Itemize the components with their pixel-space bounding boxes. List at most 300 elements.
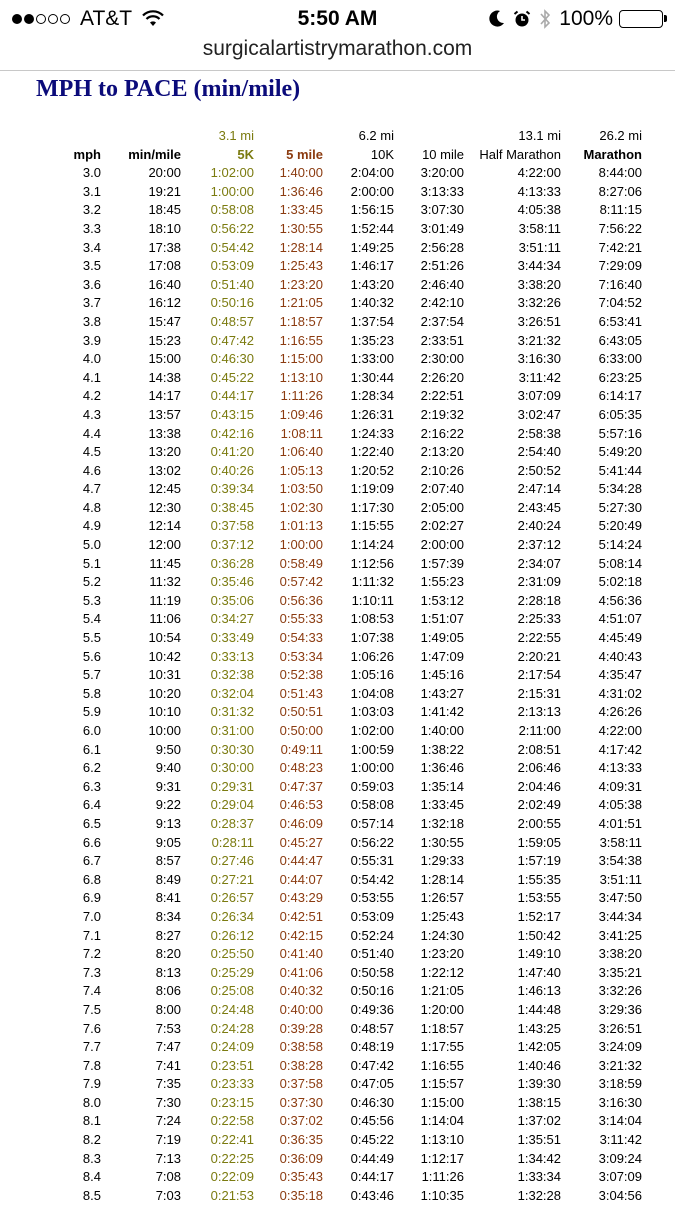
cell-half-marathon: 2:20:21 [517, 648, 561, 664]
cell-5k: 0:23:51 [210, 1057, 254, 1073]
cell-10k: 1:46:17 [350, 258, 394, 274]
cell-5-mile: 1:06:40 [279, 444, 323, 460]
cell-mph: 8.0 [82, 1094, 101, 1110]
cell-10k: 1:10:11 [351, 592, 394, 608]
cell-10k: 1:49:25 [350, 239, 394, 255]
cell-5k: 0:24:48 [210, 1001, 254, 1017]
cell-10k: 0:59:03 [350, 778, 394, 794]
cell-min-mile: 15:47 [148, 313, 181, 329]
cell-5k: 0:31:32 [210, 704, 254, 720]
cell-min-mile: 10:42 [148, 648, 181, 664]
cell-5k: 0:39:34 [210, 481, 254, 497]
cell-5k: 0:23:33 [210, 1076, 254, 1092]
cell-mph: 7.5 [82, 1001, 101, 1017]
cell-10-mile: 3:07:30 [420, 202, 464, 218]
cell-min-mile: 11:32 [149, 574, 181, 590]
cell-marathon: 3:16:30 [598, 1094, 642, 1110]
cell-10k: 1:11:32 [351, 574, 394, 590]
cell-min-mile: 10:20 [148, 685, 181, 701]
cell-mph: 4.5 [82, 444, 101, 460]
cell-5k: 0:50:16 [210, 295, 254, 311]
cell-5-mile: 1:03:50 [279, 481, 323, 497]
cell-5-mile: 1:21:05 [279, 295, 323, 311]
battery-icon [619, 10, 663, 28]
cell-5-mile: 0:50:00 [279, 723, 323, 738]
table-row [62, 294, 642, 313]
cell-mph: 6.6 [82, 834, 101, 850]
cell-marathon: 5:02:18 [598, 574, 642, 590]
cell-10-mile: 2:02:27 [420, 518, 464, 534]
cell-marathon: 8:44:00 [598, 165, 642, 181]
cell-10k: 0:44:17 [350, 1169, 394, 1185]
cell-half-marathon: 3:16:30 [517, 351, 561, 367]
cell-half-marathon: 2:00:55 [517, 815, 561, 831]
cell-5k: 0:30:30 [210, 741, 254, 757]
cell-marathon: 4:01:51 [598, 815, 642, 831]
cell-10k: 1:04:08 [350, 685, 394, 701]
cell-10k: 1:22:40 [350, 444, 394, 460]
cell-min-mile: 8:34 [155, 908, 181, 924]
table-row [62, 183, 642, 202]
cell-half-marathon: 2:25:33 [517, 611, 561, 627]
cell-min-mile: 9:05 [155, 834, 181, 850]
address-bar[interactable] [0, 36, 675, 70]
cell-min-mile: 17:08 [148, 258, 181, 274]
cell-min-mile: 11:06 [149, 611, 181, 627]
cell-marathon: 3:38:20 [598, 946, 642, 962]
cell-marathon: 4:22:00 [598, 723, 642, 738]
cell-5-mile: 0:58:49 [279, 555, 323, 571]
cell-10k: 1:56:15 [350, 202, 394, 218]
cell-5k: 0:44:17 [210, 388, 254, 404]
table-row [62, 1131, 642, 1150]
cell-min-mile: 12:00 [148, 537, 181, 553]
cell-5-mile: 0:44:47 [279, 853, 323, 869]
cell-half-marathon: 2:08:51 [517, 741, 561, 757]
cell-10k: 0:54:42 [350, 871, 394, 887]
cell-10-mile: 1:22:12 [420, 964, 464, 980]
cell-half-marathon: 2:04:46 [517, 778, 561, 794]
cell-5-mile: 1:36:46 [279, 183, 323, 199]
cell-mph: 6.7 [82, 853, 101, 869]
cell-5k: 0:25:08 [210, 983, 254, 999]
cell-half-marathon: 2:17:54 [517, 667, 561, 683]
cell-10-mile: 1:47:09 [420, 648, 464, 664]
cell-5k: 0:33:49 [210, 630, 254, 646]
cell-10-mile: 1:38:22 [420, 741, 464, 757]
cell-half-marathon: 1:33:34 [517, 1169, 561, 1185]
header-5k: 5K [237, 146, 254, 162]
cell-min-mile: 16:12 [148, 295, 181, 311]
cell-mph: 7.2 [82, 946, 101, 962]
cell-marathon: 3:04:56 [598, 1187, 642, 1203]
cell-10-mile: 1:32:18 [420, 815, 464, 831]
cell-5k: 0:45:22 [210, 369, 254, 385]
cell-5-mile: 0:35:18 [279, 1187, 323, 1203]
cell-half-marathon: 3:38:20 [517, 276, 561, 292]
table-row [62, 239, 642, 258]
cell-half-marathon: 3:32:26 [517, 295, 561, 311]
cell-10-mile: 1:55:23 [420, 574, 464, 590]
cell-half-marathon: 2:28:18 [517, 592, 561, 608]
table-row [62, 685, 642, 704]
cell-5k: 0:31:00 [210, 723, 254, 738]
cell-min-mile: 11:45 [149, 555, 181, 571]
cell-5k: 0:29:04 [210, 797, 254, 813]
alarm-clock-icon [513, 10, 531, 28]
cell-marathon: 4:56:36 [598, 592, 642, 608]
cell-5k: 0:36:28 [210, 555, 254, 571]
cell-10k: 1:40:32 [350, 295, 394, 311]
cell-5-mile: 0:37:58 [279, 1076, 323, 1092]
pace-table [62, 127, 642, 1205]
cell-10k: 1:02:00 [350, 723, 394, 738]
cell-min-mile: 7:41 [155, 1057, 181, 1073]
cell-half-marathon: 2:15:31 [517, 685, 561, 701]
cell-10-mile: 1:18:57 [420, 1020, 464, 1036]
cell-half-marathon: 1:59:05 [517, 834, 561, 850]
cell-marathon: 5:27:30 [598, 499, 642, 515]
cell-5-mile: 0:41:06 [279, 964, 323, 980]
cell-marathon: 3:07:09 [598, 1169, 642, 1185]
cell-mph: 7.4 [82, 983, 101, 999]
cell-5k: 0:27:21 [210, 871, 254, 887]
cell-10-mile: 1:15:57 [420, 1076, 464, 1092]
cell-10-mile: 1:40:00 [420, 723, 464, 738]
cell-half-marathon: 1:53:55 [517, 890, 561, 906]
url-text[interactable]: surgicalartistrymarathon.com [202, 37, 473, 60]
cell-marathon: 4:17:42 [598, 741, 642, 757]
cell-10k: 1:24:33 [350, 425, 394, 441]
cell-5k: 0:56:22 [210, 220, 254, 236]
table-row [62, 406, 642, 425]
unit-10k: 6.2 mi [358, 128, 394, 143]
cell-10-mile: 2:07:40 [420, 481, 464, 497]
cell-mph: 5.0 [82, 537, 101, 553]
table-row [62, 387, 642, 406]
cell-marathon: 7:29:09 [598, 258, 642, 274]
cell-min-mile: 7:24 [155, 1113, 181, 1129]
cell-5-mile: 1:05:13 [279, 462, 323, 478]
cell-5-mile: 0:42:51 [279, 908, 323, 924]
cell-min-mile: 16:40 [148, 276, 181, 292]
cell-10-mile: 1:16:55 [420, 1057, 464, 1073]
cell-10k: 1:33:00 [350, 351, 394, 367]
table-row [62, 480, 642, 499]
cell-5k: 0:35:06 [210, 592, 254, 608]
cell-10-mile: 1:45:16 [420, 667, 464, 683]
cell-mph: 7.1 [82, 927, 101, 943]
cell-min-mile: 10:00 [148, 723, 181, 738]
cell-mph: 4.3 [82, 406, 101, 422]
cell-10k: 1:06:26 [350, 648, 394, 664]
cell-5-mile: 0:42:15 [279, 927, 323, 943]
cell-5k: 0:41:20 [210, 444, 254, 460]
cell-marathon: 5:41:44 [598, 462, 642, 478]
bluetooth-icon [539, 9, 551, 29]
cell-5k: 0:32:38 [210, 667, 254, 683]
cell-min-mile: 14:17 [148, 388, 181, 404]
cell-min-mile: 14:38 [148, 369, 181, 385]
cell-half-marathon: 1:35:51 [517, 1132, 561, 1148]
cell-5-mile: 1:23:20 [279, 276, 323, 292]
cell-min-mile: 9:22 [155, 797, 181, 813]
cell-10-mile: 2:37:54 [420, 313, 464, 329]
table-row [62, 796, 642, 815]
cell-half-marathon: 3:11:42 [518, 369, 561, 385]
cell-10-mile: 2:51:26 [420, 258, 464, 274]
header-marathon: Marathon [583, 146, 642, 162]
cell-mph: 3.9 [82, 332, 101, 348]
cell-10-mile: 1:15:00 [420, 1094, 464, 1110]
cell-10-mile: 1:21:05 [420, 983, 464, 999]
cell-5-mile: 0:46:53 [279, 797, 323, 813]
table-row [62, 350, 642, 369]
table-row [62, 425, 642, 444]
cell-mph: 4.8 [82, 499, 101, 515]
cell-min-mile: 8:49 [155, 871, 181, 887]
cell-5k: 0:21:53 [210, 1187, 254, 1203]
header-half-marathon: Half Marathon [479, 146, 561, 162]
cell-10k: 1:37:54 [350, 313, 394, 329]
cell-mph: 5.6 [82, 648, 101, 664]
unit-mph [62, 127, 101, 146]
cell-mph: 8.4 [82, 1169, 101, 1185]
cell-half-marathon: 1:44:48 [517, 1001, 561, 1017]
cell-5k: 1:00:00 [210, 183, 254, 199]
table-row [62, 759, 642, 778]
cell-mph: 7.7 [82, 1039, 101, 1055]
cell-min-mile: 7:08 [155, 1169, 181, 1185]
distance-units-row [62, 127, 642, 146]
cell-mph: 7.3 [82, 964, 101, 980]
cell-5-mile: 1:16:55 [279, 332, 323, 348]
cell-half-marathon: 2:58:38 [517, 425, 561, 441]
cell-marathon: 3:47:50 [598, 890, 642, 906]
cell-10-mile: 1:12:17 [420, 1150, 464, 1166]
cell-10-mile: 1:11:26 [421, 1169, 464, 1185]
cell-10-mile: 1:41:42 [420, 704, 464, 720]
cell-10-mile: 1:30:55 [420, 834, 464, 850]
moon-icon [489, 10, 505, 28]
cell-5k: 0:38:45 [210, 499, 254, 515]
cell-mph: 6.0 [82, 723, 101, 738]
cell-10-mile: 1:53:12 [420, 592, 464, 608]
cell-marathon: 4:13:33 [598, 760, 642, 776]
cell-min-mile: 10:54 [148, 630, 181, 646]
cell-marathon: 8:11:15 [599, 202, 642, 218]
cell-half-marathon: 2:02:49 [517, 797, 561, 813]
cell-5k: 0:22:25 [210, 1150, 254, 1166]
cell-10-mile: 1:43:27 [420, 685, 464, 701]
cell-marathon: 7:42:21 [598, 239, 642, 255]
cell-5-mile: 1:01:13 [279, 518, 323, 534]
cell-min-mile: 8:27 [155, 927, 181, 943]
cell-10k: 1:19:09 [350, 481, 394, 497]
cell-mph: 6.9 [82, 890, 101, 906]
cell-marathon: 3:51:11 [599, 871, 642, 887]
cell-marathon: 3:58:11 [599, 834, 642, 850]
cell-mph: 4.2 [82, 388, 101, 404]
cell-5k: 0:43:15 [210, 406, 254, 422]
cell-mph: 4.7 [82, 481, 101, 497]
cell-marathon: 6:14:17 [598, 388, 642, 404]
cell-10-mile: 1:36:46 [420, 760, 464, 776]
cell-5k: 0:58:08 [210, 202, 254, 218]
cell-5k: 0:26:34 [210, 908, 254, 924]
table-body [62, 164, 642, 1205]
cell-5k: 0:54:42 [210, 239, 254, 255]
cell-min-mile: 7:03 [155, 1187, 181, 1203]
cell-10-mile: 1:49:05 [420, 630, 464, 646]
cell-mph: 3.3 [82, 220, 101, 236]
cell-half-marathon: 2:22:55 [517, 630, 561, 646]
header-min-mile: min/mile [128, 146, 181, 162]
cell-min-mile: 12:30 [148, 499, 181, 515]
cell-5-mile: 0:37:30 [279, 1094, 323, 1110]
table-row [62, 610, 642, 629]
cell-half-marathon: 1:50:42 [517, 927, 561, 943]
table-row [62, 741, 642, 760]
table-row [62, 313, 642, 332]
header-mph: mph [73, 146, 101, 162]
cell-min-mile: 7:53 [155, 1020, 181, 1036]
divider [0, 70, 675, 71]
cell-5-mile: 0:38:28 [279, 1057, 323, 1073]
cell-5-mile: 0:57:42 [279, 574, 323, 590]
cell-mph: 8.1 [82, 1113, 101, 1129]
cell-5-mile: 1:40:00 [279, 165, 323, 181]
cell-10k: 1:35:23 [350, 332, 394, 348]
cell-5-mile: 0:40:32 [279, 983, 323, 999]
cell-10k: 0:57:14 [350, 815, 394, 831]
cell-marathon: 4:45:49 [598, 630, 642, 646]
cell-5-mile: 0:51:43 [279, 685, 323, 701]
cell-mph: 5.8 [82, 685, 101, 701]
cell-10-mile: 2:16:22 [420, 425, 464, 441]
cell-10k: 0:50:16 [350, 983, 394, 999]
cell-mph: 3.4 [82, 239, 101, 255]
cell-mph: 8.3 [82, 1150, 101, 1166]
cell-5k: 0:30:00 [210, 760, 254, 776]
cell-mph: 4.0 [82, 351, 101, 367]
cell-10k: 1:52:44 [350, 220, 394, 236]
cell-mph: 5.5 [82, 630, 101, 646]
cell-5k: 0:27:46 [210, 853, 254, 869]
cell-half-marathon: 2:06:46 [517, 760, 561, 776]
table-row [62, 276, 642, 295]
cell-min-mile: 10:31 [148, 667, 181, 683]
cell-half-marathon: 1:38:15 [517, 1094, 561, 1110]
cell-10k: 1:26:31 [350, 406, 394, 422]
cell-mph: 3.1 [82, 183, 101, 199]
cell-marathon: 4:40:43 [598, 648, 642, 664]
table-row [62, 815, 642, 834]
cell-10k: 1:20:52 [350, 462, 394, 478]
cell-mph: 4.9 [82, 518, 101, 534]
header-10-mile: 10 mile [422, 146, 464, 162]
cell-5-mile: 1:33:45 [279, 202, 323, 218]
cell-half-marathon: 1:52:17 [517, 908, 561, 924]
table-row [62, 1168, 642, 1187]
cell-10k: 1:14:24 [350, 537, 394, 553]
cell-10-mile: 1:28:14 [420, 871, 464, 887]
cell-5k: 1:02:00 [210, 165, 254, 181]
cell-half-marathon: 1:47:40 [517, 964, 561, 980]
cell-10-mile: 1:51:07 [420, 611, 464, 627]
unit-10-mile [394, 127, 464, 146]
cell-min-mile: 13:38 [148, 425, 181, 441]
cell-5-mile: 1:15:00 [279, 351, 323, 367]
cell-half-marathon: 1:37:02 [517, 1113, 561, 1129]
table-row [62, 703, 642, 722]
cell-5-mile: 1:02:30 [279, 499, 323, 515]
cell-10-mile: 2:05:00 [420, 499, 464, 515]
cell-5k: 0:46:30 [210, 351, 254, 367]
table-row [62, 592, 642, 611]
cell-10k: 0:48:19 [350, 1039, 394, 1055]
cell-5k: 0:22:09 [210, 1169, 254, 1185]
table-row [62, 462, 642, 481]
cell-5-mile: 0:56:36 [279, 592, 323, 608]
cell-5k: 0:37:12 [210, 537, 254, 553]
cell-mph: 3.2 [82, 202, 101, 218]
cell-5-mile: 0:55:33 [279, 611, 323, 627]
cell-min-mile: 8:41 [155, 890, 181, 906]
cell-half-marathon: 1:42:05 [517, 1039, 561, 1055]
cell-marathon: 3:29:36 [598, 1001, 642, 1017]
cell-marathon: 4:31:02 [598, 685, 642, 701]
cell-10-mile: 2:22:51 [420, 388, 464, 404]
cell-10-mile: 2:30:00 [420, 351, 464, 367]
cell-10k: 0:50:58 [350, 964, 394, 980]
table-row [62, 1020, 642, 1039]
cell-5k: 0:48:57 [210, 313, 254, 329]
cell-half-marathon: 2:54:40 [517, 444, 561, 460]
cell-half-marathon: 2:34:07 [517, 555, 561, 571]
cell-min-mile: 19:21 [148, 183, 181, 199]
table-row [62, 871, 642, 890]
cell-min-mile: 8:00 [155, 1001, 181, 1017]
cell-10k: 1:43:20 [350, 276, 394, 292]
unit-marathon: 26.2 mi [599, 128, 642, 143]
cell-min-mile: 8:13 [155, 964, 181, 980]
cell-mph: 6.8 [82, 871, 101, 887]
table-row [62, 164, 642, 183]
cell-10k: 2:00:00 [350, 183, 394, 199]
cell-min-mile: 8:20 [155, 946, 181, 962]
cell-10k: 0:49:36 [350, 1001, 394, 1017]
cell-10-mile: 1:13:10 [420, 1132, 464, 1148]
cell-5-mile: 0:40:00 [279, 1001, 323, 1017]
cell-5-mile: 1:08:11 [280, 425, 323, 441]
cell-min-mile: 10:10 [148, 704, 181, 720]
cell-half-marathon: 2:50:52 [517, 462, 561, 478]
cell-5k: 0:25:29 [210, 964, 254, 980]
cell-10-mile: 1:25:43 [420, 908, 464, 924]
table-row [62, 945, 642, 964]
cell-5-mile: 0:36:09 [279, 1150, 323, 1166]
cell-mph: 7.9 [82, 1076, 101, 1092]
table-row [62, 499, 642, 518]
cell-marathon: 4:51:07 [598, 611, 642, 627]
cell-5k: 0:47:42 [210, 332, 254, 348]
cell-5-mile: 0:49:11 [280, 741, 323, 757]
table-row [62, 536, 642, 555]
cell-marathon: 5:20:49 [598, 518, 642, 534]
table-row [62, 834, 642, 853]
cell-10-mile: 3:01:49 [420, 220, 464, 236]
